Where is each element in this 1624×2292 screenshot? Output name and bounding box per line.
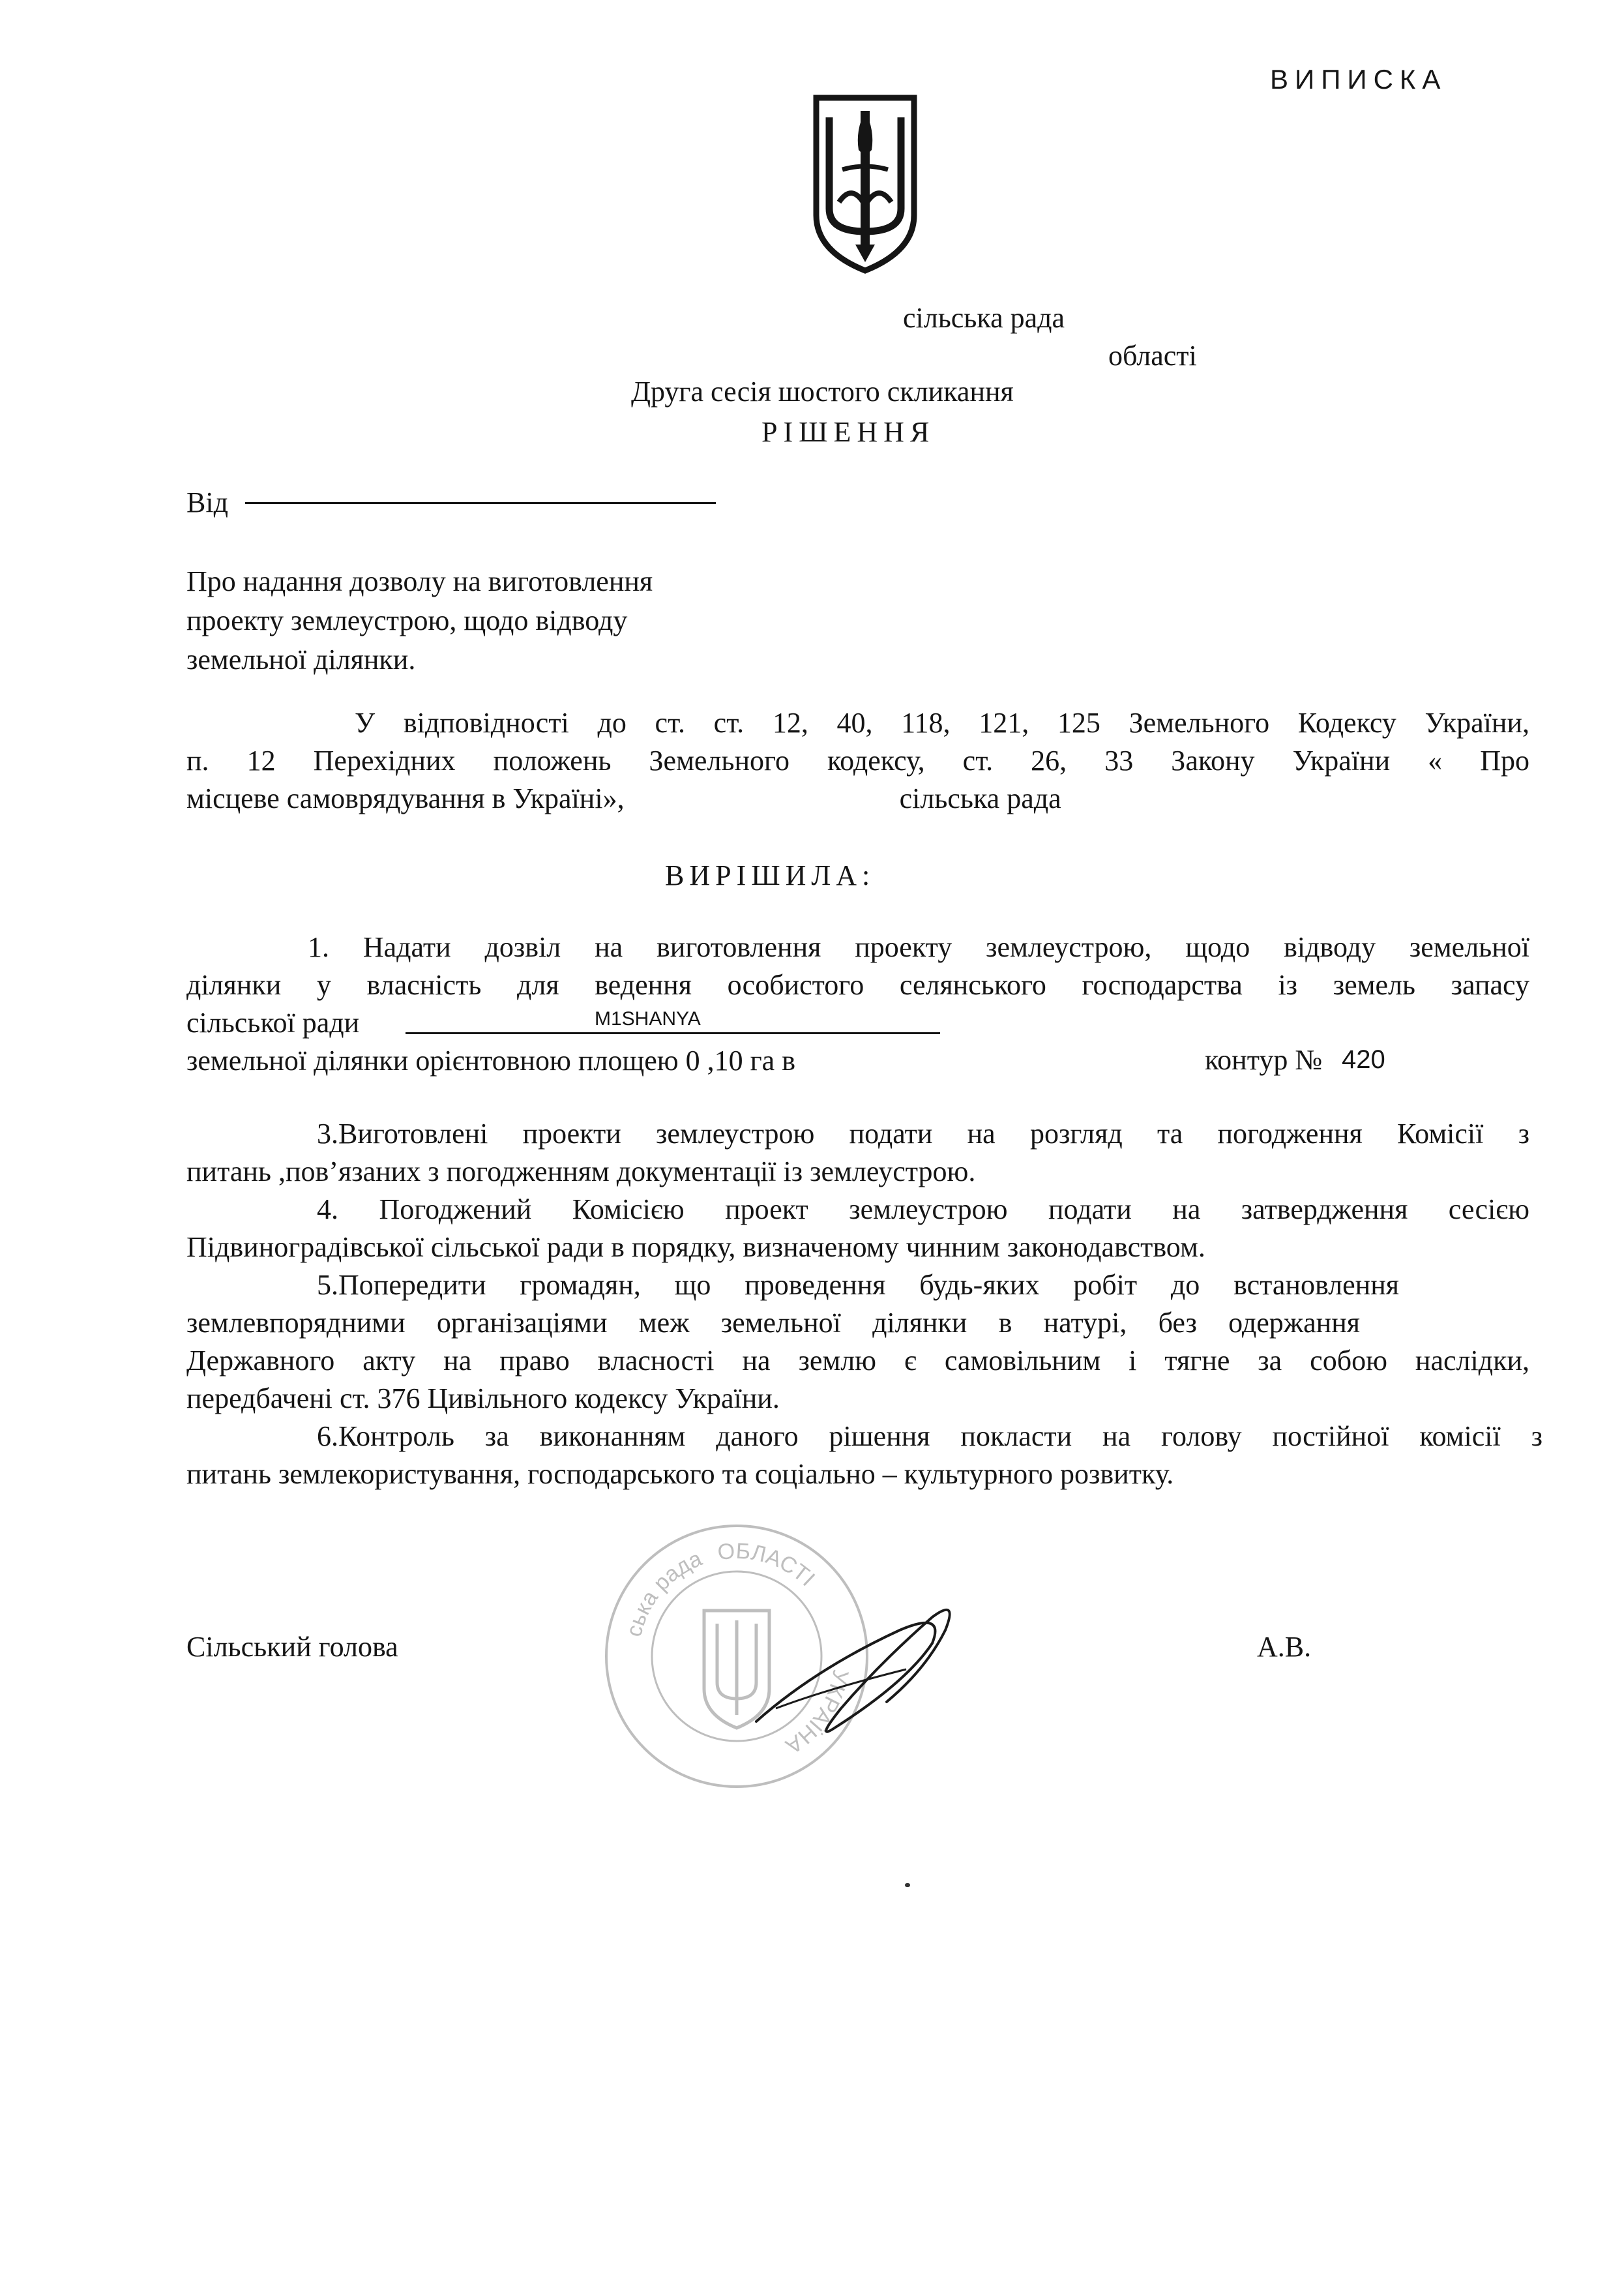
stamp-text-right: ОБЛАСТІ	[716, 1538, 820, 1592]
item-6-line: 6.Контроль за виконанням даного рішення покласти на голову постійної комісії з	[317, 1420, 1543, 1452]
owner-name: M1SHANYA	[595, 1008, 701, 1030]
from-date-line	[245, 502, 716, 504]
subject-line: проекту землеустрою, щодо відводу	[186, 604, 628, 636]
preamble-council: сільська рада	[899, 782, 1061, 814]
item-1-line: 1. Надати дозвіл на виготовлення проекту землеустрою, щодо відводу земельної	[308, 931, 1529, 963]
item-5	[186, 1266, 1529, 1418]
stamp-text-bottom: УКРАЇНА	[781, 1667, 853, 1759]
preamble-line: п. 12 Перехідних положень Земельного кодексу, ст. 26, 33 Закону України « Про	[186, 745, 1529, 777]
svg-text:ОБЛАСТІ	[716, 1539, 819, 1592]
item-5-line: передбачені ст. 376 Цивільного кодексу України.	[186, 1382, 780, 1414]
svg-text:ська рада	[621, 1546, 705, 1639]
resolved-heading: ВИРІШИЛА:	[665, 859, 876, 891]
village-head-title: Сільський голова	[186, 1631, 398, 1663]
scan-speck	[905, 1883, 910, 1887]
item-1-line: сільської ради	[186, 1007, 360, 1039]
subject-line: земельної ділянки.	[186, 644, 416, 676]
item-3-line: питань ,пов’язаних з погодженням документації із землеустрою.	[186, 1155, 976, 1187]
item-5-line: 5.Попередити громадян, що проведення будь-яких робіт до встановлення	[317, 1269, 1399, 1301]
preamble-line-text: місцеве самоврядування в Україні»,	[186, 782, 625, 814]
village-head-initials: А.В.	[1257, 1631, 1312, 1663]
owner-name-line	[406, 1032, 940, 1034]
contour-number: 420	[1342, 1045, 1385, 1074]
stamp-text-top: ська рада	[621, 1546, 706, 1639]
session-label: Друга сесія шостого скликання	[631, 376, 1014, 408]
item-5-line: землевпорядними організаціями меж земельної ділянки в натурі, без одержання	[186, 1307, 1360, 1339]
signature-icon	[737, 1591, 971, 1748]
tryzub-icon	[803, 91, 927, 274]
document-type: ВИПИСКА	[1270, 64, 1447, 95]
council-name: сільська рада	[903, 302, 1065, 334]
decision-subject	[186, 562, 838, 679]
preamble-line: У відповідності до ст. ст. 12, 40, 118, 121, 125 Земельного Кодексу України,	[355, 707, 1529, 739]
item-3-line: 3.Виготовлені проекти землеустрою подати на розгляд та погодження Комісії з	[317, 1118, 1529, 1150]
item-1-line: ділянки у власність для ведення особистого селянського господарства із земель запасу	[186, 969, 1529, 1001]
item-6	[186, 1418, 1543, 1493]
item-1	[186, 929, 1529, 1080]
from-label: Від	[186, 486, 228, 518]
item-3	[186, 1115, 1529, 1191]
item-6-line: питань землекористування, господарського та соціально – культурного розвитку.	[186, 1458, 1174, 1490]
item-4-line: 4. Погоджений Комісією проект землеустрою подати на затвердження сесією	[317, 1193, 1529, 1225]
contour-label: контур №	[1205, 1044, 1323, 1076]
item-1-line: земельної ділянки орієнтовною площею 0 ,10 га в	[186, 1045, 795, 1077]
item-4-line: Підвиноградівської сільської ради в порядку, визначеному чинним законодавством.	[186, 1231, 1205, 1263]
item-4	[186, 1191, 1529, 1266]
oblast-label: області	[1108, 340, 1197, 372]
decision-title: РІШЕННЯ	[761, 416, 936, 448]
item-5-line: Державного акту на право власності на землю є самовільним і тягне за собою наслідки,	[186, 1345, 1529, 1377]
preamble	[186, 704, 1529, 818]
subject-line: Про надання дозволу на виготовлення	[186, 565, 653, 597]
preamble-line	[186, 780, 1529, 818]
